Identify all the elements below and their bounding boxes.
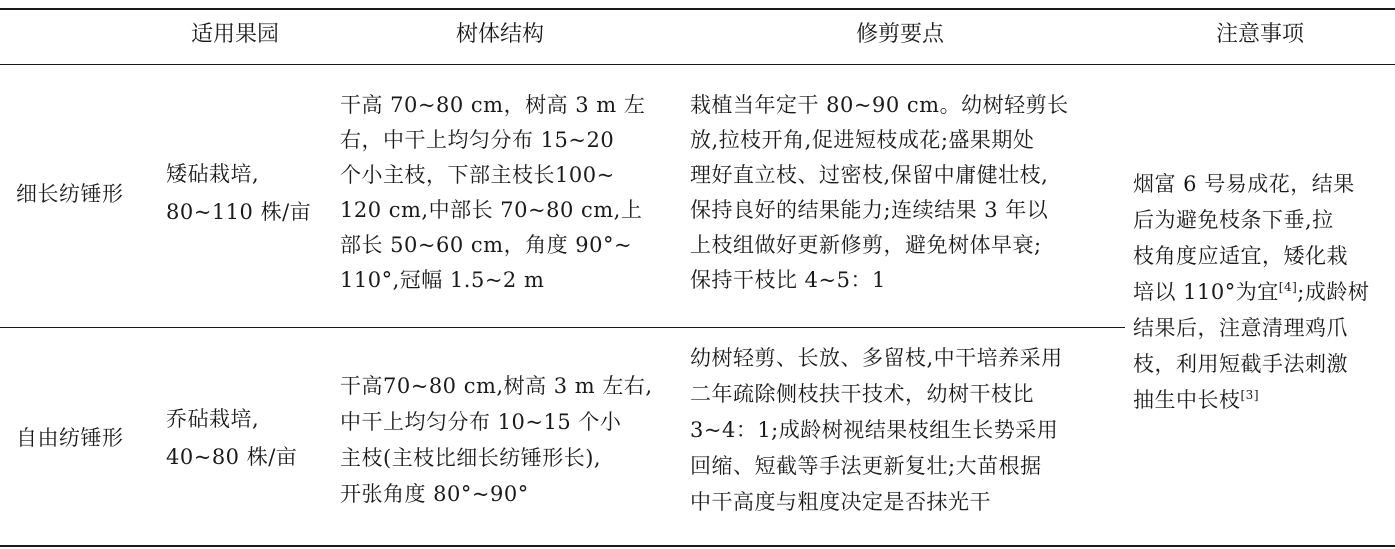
citation-3[interactable]: [3] [1240,388,1259,402]
row2-pruning: 幼树轻剪、长放、多留枝,中干培养采用 二年疏除侧枝扶干技术，幼树干枝比 3~4：1;成龄树视结果枝组生长势采用 回缩、短截等手法更新复壮;大苗根据 中干高度与粗度决定是否抹光干 [690,346,1063,514]
header-structure: 树体结构 [455,22,544,47]
header-notes: 注意事项 [1215,22,1304,47]
citation-4[interactable]: [4] [1278,280,1298,294]
row1-orchard: 矮砧栽培, 80~110 株/亩 [166,162,312,224]
header-orchard: 适用果园 [190,22,279,47]
table-bottom-rule [0,545,1395,547]
row2-type: 自由纺锤形 [16,426,124,450]
row2-structure: 干高70~80 cm,树高 3 m 左右, 中干上均匀分布 10~15 个小 主枝(主枝比细长纺锤形长), 开张角度 80°~90° [340,374,653,506]
row1-type: 细长纺锤形 [16,182,124,206]
notes-cell: 烟富 6 号易成花，结果 后为避免枝条下垂,拉 枝角度应适宜，矮化栽 培以 110°为宜[4];成龄树 结果后，注意清理鸡爪 枝，利用短截手法刺激 抽生中长枝[3] [1133,172,1370,412]
row1-structure: 干高 70~80 cm，树高 3 m 左 右，中干上均匀分布 15~20 个小主枝，下部主枝长100~ 120 cm,中部长 70~80 cm,上 部长 50~60 cm，角度 90°~ 110°,冠幅 1.5~2 m [340,93,646,292]
table-header-rule [0,64,1395,65]
row1-pruning: 栽植当年定干 80~90 cm。幼树轻剪长 放,拉枝开角,促进短枝成花;盛果期处 理好直立枝、过密枝,保留中庸健壮枝, 保持良好的结果能力;连续结果 3 年以 上枝组做好更新修剪，避免树体早衰; 保持干枝比 4~5：1 [690,93,1069,292]
header-pruning: 修剪要点 [855,22,944,47]
table-row-divider [0,327,1125,328]
row2-orchard: 乔砧栽培, 40~80 株/亩 [166,407,298,469]
table-top-rule [0,8,1395,10]
